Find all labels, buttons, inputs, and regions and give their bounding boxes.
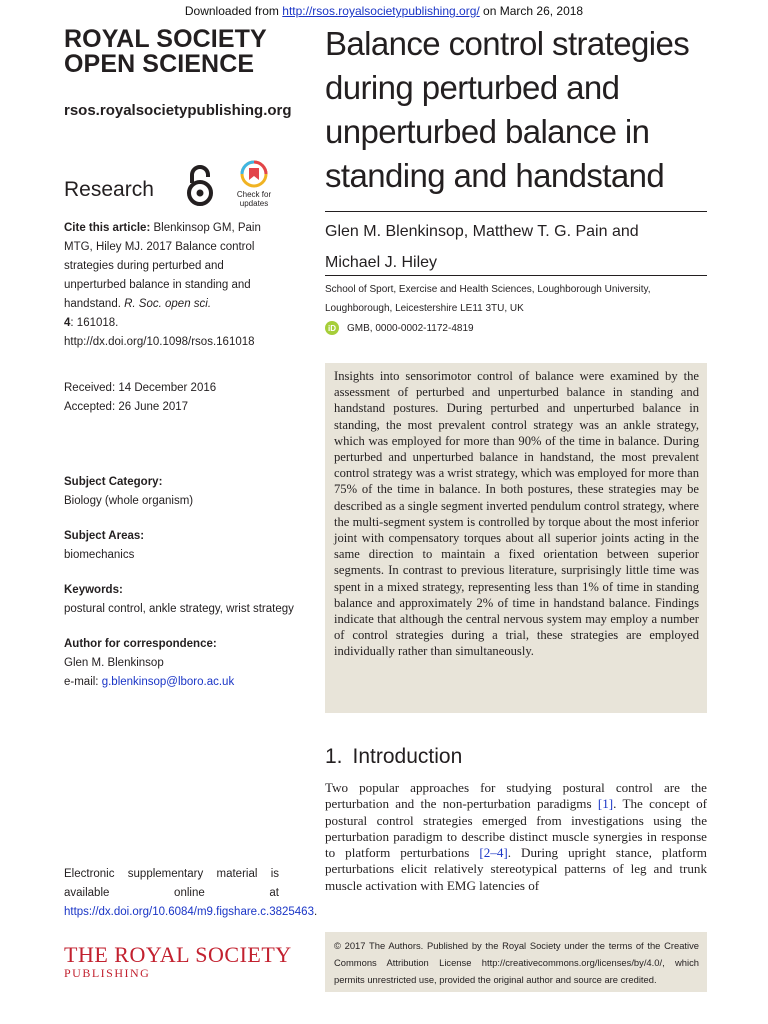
orcid-entry	[325, 321, 474, 335]
keywords-value: postural control, ankle strategy, wrist strategy	[64, 603, 294, 615]
journal-url[interactable]: rsos.royalsocietypublishing.org	[64, 102, 292, 119]
cite-journal: R. Soc. open sci.	[124, 298, 212, 310]
intro-text-1: Two popular approaches for studying postural control are the perturbation and the non-perturbation paradigms	[325, 780, 707, 812]
journal-logo	[64, 27, 299, 77]
supplementary-material-note	[64, 865, 318, 922]
citation-block	[64, 219, 279, 352]
esm-link[interactable]: https://dx.doi.org/10.6084/m9.figshare.c.3825463	[64, 906, 314, 918]
crossmark-line1: Check for	[236, 190, 272, 199]
open-access-icon	[184, 163, 216, 207]
download-suffix: on March 26, 2018	[479, 4, 584, 18]
section-title: Introduction	[352, 745, 463, 768]
orcid-id[interactable]: GMB, 0000-0002-1172-4819	[347, 322, 474, 334]
subject-category-value: Biology (whole organism)	[64, 495, 194, 507]
author-list	[325, 216, 707, 278]
paper-title: Balance control strategies during perturbed and unperturbed balance in standing and handstand	[325, 25, 690, 194]
cite-label: Cite this article:	[64, 222, 151, 234]
correspondence-label: Author for correspondence:	[64, 638, 217, 650]
cite-text: Blenkinsop GM, Pain MTG, Hiley MJ. 2017 Balance control strategies during perturbed and unperturbed balance in standing and handstand.	[64, 222, 261, 310]
introduction-paragraph	[325, 780, 707, 894]
download-notice	[0, 4, 768, 18]
journal-name-line2: OPEN SCIENCE	[64, 50, 255, 78]
correspondence-name: Glen M. Blenkinsop	[64, 657, 164, 669]
section-heading-introduction	[325, 745, 462, 769]
crossmark-label	[228, 190, 280, 208]
license-text: © 2017 The Authors. Published by the Royal Society under the terms of the Creative Commons Attribution License http://creativecommons.org/licenses/by/4.0/, which permits unrestricted use, provided the original author and source are credited.	[334, 940, 699, 985]
subject-areas-value: biomechanics	[64, 549, 135, 561]
article-metadata	[64, 473, 294, 708]
affiliation-line2: Loughborough, Leicestershire LE11 3TU, UK	[325, 303, 524, 314]
abstract-text: Insights into sensorimotor control of balance were examined by the assessment of perturbed and unperturbed balance in standing and handstand postures. During perturbed and unperturbed balance in standing, the most prevalent control strategy was an ankle strategy, which was employed for more than 90% of the time in balance. During perturbed and unperturbed balance in handstand, the most prevalent control strategy was a wrist strategy, which was employed for more than 75% of the time in balance. In both postures, these strategies may be described as a single segment inverted pendulum control strategy, where the multi-segment system is controlled by torque about the most inferior joint with compensatory torques about all superior joints acting in the same direction to maintain a fixed orientation between superior segments. In contrast to previous literature, surprisingly little time was spent in a mixed strategy, representing less than 1% of time in standing balance and approximately 2% of time in handstand balance. Findings indicate that although the central nervous system may employ a number of control strategies during a trial, these strategies are employed individually rather than simultaneously.	[334, 369, 699, 659]
section-label: Research	[64, 178, 154, 201]
intro-text-2: . The concept of postural control strategies emerged from investigations using the perturbation paradigm to describe distinct muscle synergies in response to platform perturbations	[325, 796, 708, 861]
publisher-name: THE ROYAL SOCIETY	[64, 942, 292, 967]
intro-text-3: . During upright stance, platform perturbations elicit relatively stereotypical patterns of leg and trunk muscle activation with EMG latencies of	[325, 845, 707, 893]
subject-areas-label: Subject Areas:	[64, 530, 145, 542]
crossmark-line2: updates	[239, 199, 269, 208]
publisher-sub: PUBLISHING	[64, 966, 151, 980]
email-link[interactable]: g.blenkinsop@lboro.ac.uk	[101, 676, 235, 688]
authors-line2: Michael J. Hiley	[325, 254, 438, 271]
orcid-icon[interactable]: iD	[325, 321, 339, 335]
cite-doi[interactable]: http://dx.doi.org/10.1098/rsos.161018	[64, 336, 255, 348]
correspondence-email-line	[64, 673, 294, 692]
cite-article-number: : 161018.	[70, 317, 119, 329]
authors-divider	[325, 275, 707, 276]
authors-line1: Glen M. Blenkinsop, Matthew T. G. Pain and	[325, 223, 639, 240]
download-prefix: Downloaded from	[184, 4, 283, 18]
affiliation-line1: School of Sport, Exercise and Health Sciences, Loughborough University,	[325, 284, 651, 295]
abstract-box	[325, 363, 707, 713]
dates-block	[64, 379, 279, 417]
email-prefix: e-mail:	[64, 676, 102, 688]
affiliation	[325, 280, 707, 318]
section-number: 1.	[325, 745, 343, 768]
accepted-date: Accepted: 26 June 2017	[64, 401, 189, 413]
license-box	[325, 932, 707, 992]
cite-volume: 4	[64, 317, 71, 329]
publisher-logo	[64, 944, 292, 980]
title-divider	[325, 211, 707, 212]
download-url-link[interactable]: http://rsos.royalsocietypublishing.org/	[282, 4, 480, 18]
citation-ref-1[interactable]: [1]	[597, 796, 614, 812]
citation-ref-2-4[interactable]: [2–4]	[479, 845, 508, 861]
esm-suffix: .	[313, 906, 318, 918]
esm-text: Electronic supplementary material is available online at	[64, 868, 279, 899]
received-date: Received: 14 December 2016	[64, 382, 217, 394]
keywords-label: Keywords:	[64, 584, 123, 596]
journal-name-line1: ROYAL SOCIETY	[64, 25, 267, 53]
subject-category-label: Subject Category:	[64, 476, 163, 488]
